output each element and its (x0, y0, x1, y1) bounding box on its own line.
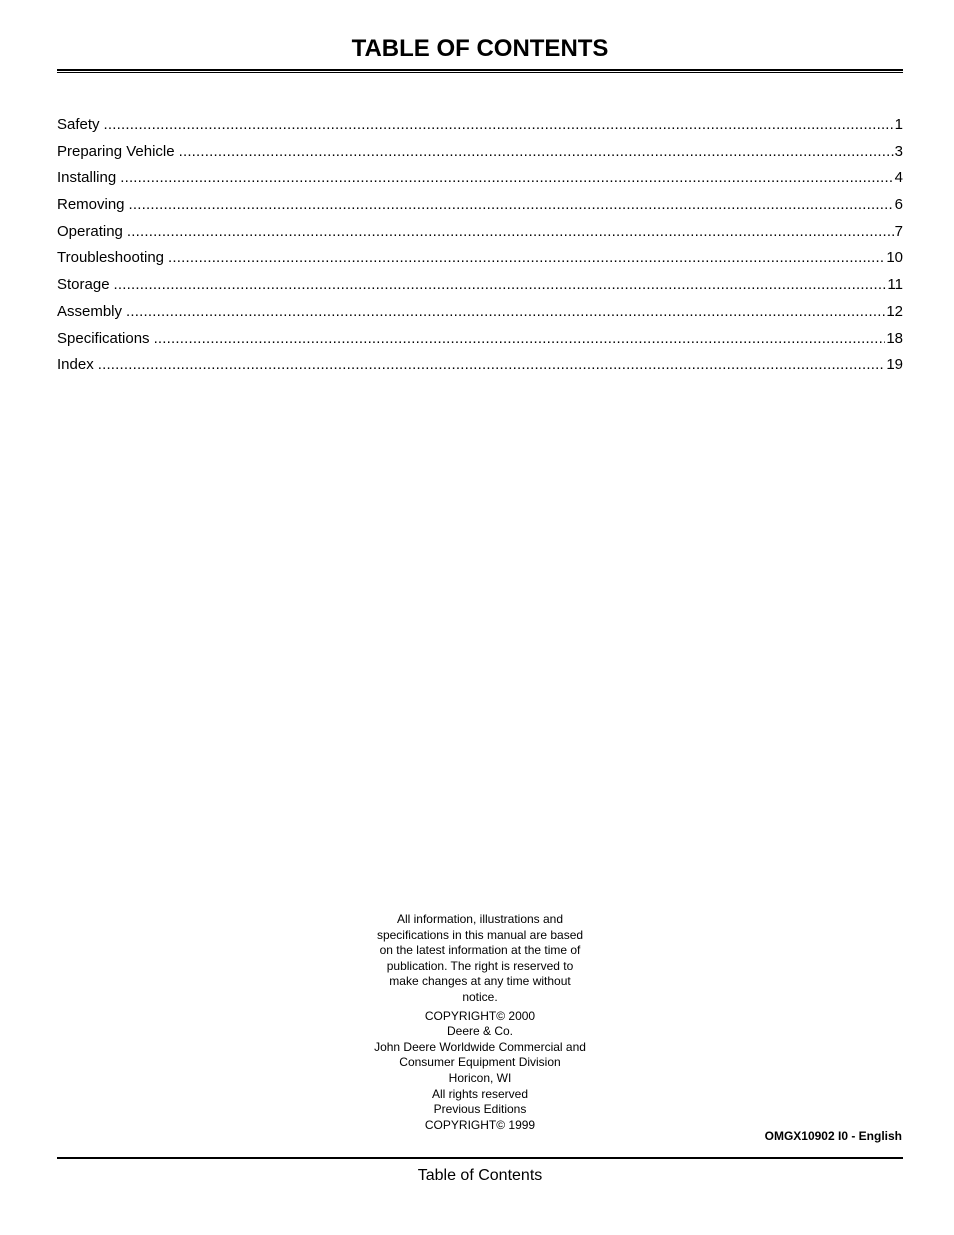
copyright-block (360, 1009, 600, 1134)
toc-entry-label: Safety (57, 116, 100, 133)
footer-section-title: Table of Contents (417, 1167, 543, 1184)
toc-entry-label: Operating (57, 222, 123, 240)
page-title: TABLE OF CONTENTS (351, 35, 609, 62)
copyright-line: Deere & Co. (446, 1024, 514, 1039)
toc-entry-label: Specifications (57, 329, 150, 347)
toc-entry-label: Assembly (57, 302, 123, 320)
toc-entry-removing[interactable] (57, 194, 903, 221)
toc-leader-dots (168, 247, 885, 269)
toc-entry-label: Removing (57, 196, 125, 214)
toc-entry-page: 6 (894, 196, 903, 214)
toc-leader-dots (126, 301, 885, 323)
toc-entry-assembly[interactable] (57, 301, 903, 328)
toc-entry-page: 11 (887, 276, 903, 294)
toc-leader-dots (179, 141, 894, 163)
disclaimer-line: notice. (462, 989, 498, 1004)
toc-entry-page: 1 (894, 116, 903, 133)
toc-entry-label: Installing (57, 169, 117, 187)
copyright-notice (360, 912, 600, 1133)
toc-entry-label: Troubleshooting (57, 249, 165, 267)
toc-entry-safety[interactable] (57, 114, 903, 141)
copyright-line: COPYRIGHT© 1999 (424, 1117, 536, 1132)
toc-entry-installing[interactable] (57, 167, 903, 194)
toc-leader-dots (127, 221, 894, 243)
toc-entry-specifications[interactable] (57, 328, 903, 355)
disclaimer-line: on the latest information at the time of (379, 943, 581, 958)
document-code: OMGX10902 I0 - English (764, 1129, 902, 1143)
toc-entry-label: Storage (57, 276, 110, 294)
toc-entry-page: 19 (886, 356, 903, 374)
toc-entry-page: 12 (886, 302, 903, 320)
disclaimer-line: specifications in this manual are based (376, 927, 584, 942)
copyright-line: Consumer Equipment Division (399, 1055, 561, 1070)
toc-leader-dots (104, 114, 894, 136)
copyright-line: Previous Editions (433, 1102, 527, 1117)
footer-rule (57, 1157, 903, 1159)
disclaimer-line: publication. The right is reserved to (386, 958, 574, 973)
copyright-line: COPYRIGHT© 2000 (424, 1008, 536, 1023)
title-double-rule (57, 69, 903, 71)
copyright-line: Horicon, WI (448, 1070, 512, 1085)
disclaimer-line: make changes at any time without (389, 974, 571, 989)
toc-leader-dots (129, 194, 894, 216)
toc-entry-page: 4 (894, 169, 903, 187)
toc-entry-index[interactable] (57, 354, 903, 381)
toc-leader-dots (114, 274, 887, 296)
toc-entry-troubleshooting[interactable] (57, 247, 903, 274)
toc-entry-page: 7 (894, 222, 903, 240)
copyright-line: John Deere Worldwide Commercial and (374, 1039, 586, 1054)
disclaimer-line: All information, illustrations and (396, 912, 564, 926)
toc-entry-label: Index (57, 356, 94, 374)
toc-entry-operating[interactable] (57, 221, 903, 248)
toc-leader-dots (120, 167, 893, 189)
toc-entry-storage[interactable] (57, 274, 903, 301)
toc-entry-page: 18 (886, 329, 903, 347)
toc-list (57, 114, 903, 381)
copyright-line: All rights reserved (431, 1086, 529, 1101)
toc-leader-dots (154, 328, 886, 350)
toc-entry-page: 10 (886, 249, 903, 267)
toc-leader-dots (98, 354, 886, 376)
toc-entry-preparing-vehicle[interactable] (57, 141, 903, 168)
disclaimer-text (360, 912, 600, 1006)
toc-entry-page: 3 (894, 142, 903, 160)
toc-entry-label: Preparing Vehicle (57, 142, 175, 160)
